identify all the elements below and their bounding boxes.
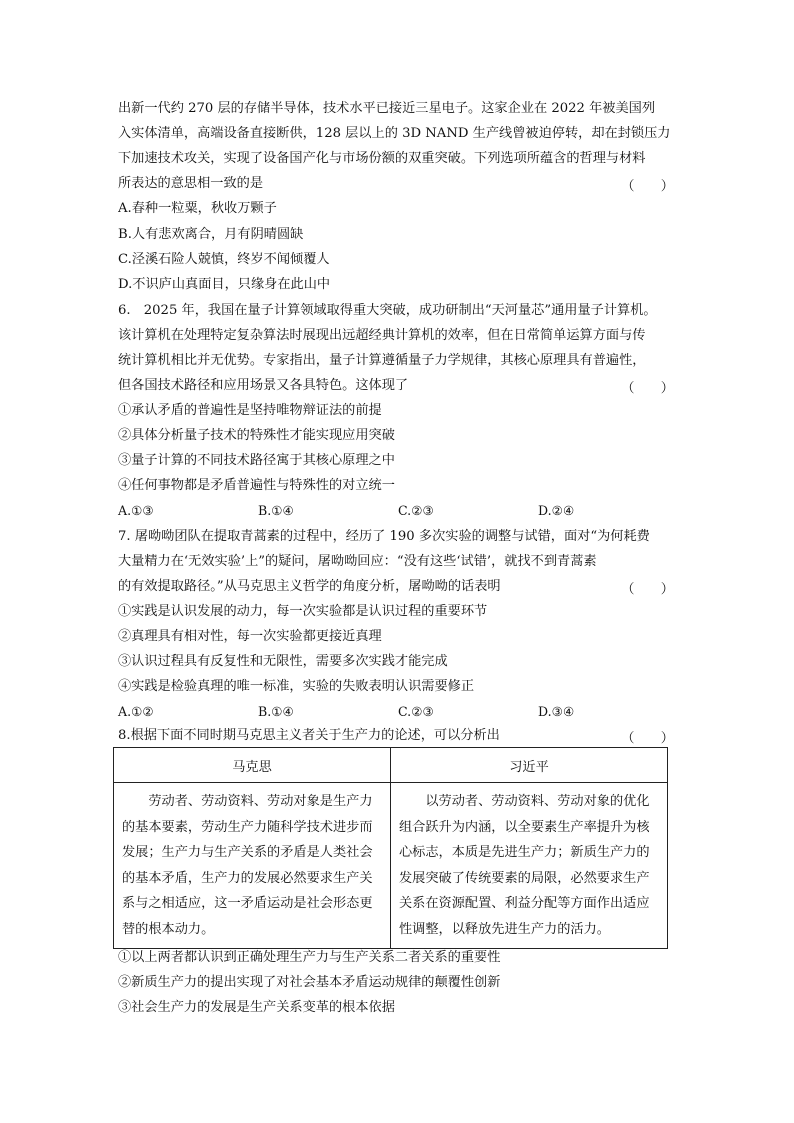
table-row xyxy=(114,783,668,949)
q8-stem: 8.根据下面不同时期马克思主义者关于生产力的论述，可以分析出 xyxy=(118,728,500,743)
table-header-xi: 习近平 xyxy=(391,748,668,783)
cell-line: 发展；生产力与生产关系的矛盾是人类社会 xyxy=(122,845,373,860)
q7-statement-2: ②真理具有相对性，每一次实验都更接近真理 xyxy=(118,629,382,644)
q6-statement-2: ②具体分析量子技术的特殊性才能实现应用突破 xyxy=(118,428,395,443)
q6-stem-line: 统计算机相比并无优势。专家指出，量子计算遵循量子力学规律，其核心原理具有普遍性， xyxy=(118,353,646,368)
q8-answer-blank: （ ） xyxy=(621,731,674,746)
q8-statement-3: ③社会生产力的发展是生产关系变革的根本依据 xyxy=(118,1000,395,1015)
table-cell-xi xyxy=(391,783,668,949)
cell-line: 的基本矛盾，生产力的发展必然要求生产关 xyxy=(122,870,373,886)
q7-stem-line: 的有效提取路径。”从马克思主义哲学的角度分析，屠呦呦的话表明 xyxy=(118,579,501,594)
table-header-row xyxy=(114,748,668,783)
q7-choice-c: C.②③ xyxy=(398,704,434,719)
q5-answer-blank: （ ） xyxy=(621,179,674,194)
q7-statement-4: ④实践是检验真理的唯一标准，实验的失败表明认识需要修正 xyxy=(118,679,475,694)
cell-line: 发展突破了传统要素的局限，必然要求生产 xyxy=(399,870,650,886)
q7-stem-line: 7. 屠呦呦团队在提取青蒿素的过程中，经历了 190 多次实验的调整与试错，面对“为何耗费 xyxy=(118,529,650,544)
q6-answer-blank: （ ） xyxy=(621,381,674,396)
cell-line: 以劳动者、劳动资料、劳动对象的优化 xyxy=(399,794,650,809)
q5-stem-line: 入实体清单，高端设备直接断供，128 层以上的 3D NAND 生产线曾被迫停转，却在封锁压力 xyxy=(118,126,671,141)
q7-statement-1: ①实践是认识发展的动力，每一次实验都是认识过程的重要环节 xyxy=(118,604,488,619)
table-cell-marx xyxy=(114,783,391,949)
q7-statement-3: ③认识过程具有反复性和无限性，需要多次实践才能完成 xyxy=(118,654,448,669)
q5-option-d: D.不识庐山真面目，只缘身在此山中 xyxy=(118,277,331,292)
q6-stem-line: 6. 2025 年，我国在量子计算领域取得重大突破，成功研制出“天河量芯”通用量子计算机。 xyxy=(118,303,657,318)
q6-statement-3: ③量子计算的不同技术路径寓于其核心原理之中 xyxy=(118,453,395,468)
q6-choice-a: A.①③ xyxy=(118,503,154,518)
q5-stem-line: 下加速技术攻关，实现了设备国产化与市场份额的双重突破。下列选项所蕴含的哲理与材料 xyxy=(118,151,646,166)
q5-option-c: C.泾溪石险人兢慎，终岁不闻倾覆人 xyxy=(118,252,330,267)
q7-choice-d: D.③④ xyxy=(538,704,575,719)
comparison-table xyxy=(113,747,668,949)
cell-line: 关系在资源配置、利益分配等方面作出适应 xyxy=(399,896,650,911)
q7-choice-a: A.①② xyxy=(118,704,154,719)
q5-stem-line: 所表达的意思相一致的是 xyxy=(118,176,264,191)
cell-line: 的基本要素，劳动生产力随科学技术进步而 xyxy=(122,819,373,835)
q7-choice-b: B.①④ xyxy=(258,704,294,719)
q6-choice-b: B.①④ xyxy=(258,503,294,518)
cell-line: 系与之相适应，这一矛盾运动是社会形态更 xyxy=(122,896,373,911)
q6-statement-4: ④任何事物都是矛盾普遍性与特殊性的对立统一 xyxy=(118,478,395,493)
cell-line: 替的根本动力。 xyxy=(122,921,215,937)
q6-stem-line: 该计算机在处理特定复杂算法时展现出远超经典计算机的效率，但在日常简单运算方面与传 xyxy=(118,328,646,343)
q7-stem-line: 大量精力在‘无效实验’上”的疑问，屠呦呦回应：“没有这些‘试错’，就找不到青蒿素 xyxy=(118,554,597,569)
q8-statement-2: ②新质生产力的提出实现了对社会基本矛盾运动规律的颠覆性创新 xyxy=(118,975,501,990)
q8-statement-1: ①以上两者都认识到正确处理生产力与生产关系二者关系的重要性 xyxy=(118,950,501,965)
q6-choice-c: C.②③ xyxy=(398,503,434,518)
q5-option-b: B.人有悲欢离合，月有阴晴圆缺 xyxy=(118,227,304,242)
q5-stem-line: 出新一代约 270 层的存储半导体，技术水平已接近三星电子。这家企业在 2022 年被美国列 xyxy=(118,101,656,116)
table-header-marx: 马克思 xyxy=(114,748,391,783)
q6-choice-d: D.②④ xyxy=(538,503,575,518)
cell-line: 心标志，本质是先进生产力；新质生产力的 xyxy=(399,845,650,860)
cell-line: 组合跃升为内涵，以全要素生产率提升为核 xyxy=(399,819,650,835)
q6-statement-1: ①承认矛盾的普遍性是坚持唯物辩证法的前提 xyxy=(118,403,382,418)
cell-line: 性调整，以释放先进生产力的活力。 xyxy=(399,921,610,937)
q7-answer-blank: （ ） xyxy=(621,582,674,597)
q6-stem-line: 但各国技术路径和应用场景又各具特色。这体现了 xyxy=(118,378,409,393)
q5-option-a: A.春种一粒粟，秋收万颗子 xyxy=(118,201,277,216)
cell-line: 劳动者、劳动资料、劳动对象是生产力 xyxy=(122,794,373,809)
